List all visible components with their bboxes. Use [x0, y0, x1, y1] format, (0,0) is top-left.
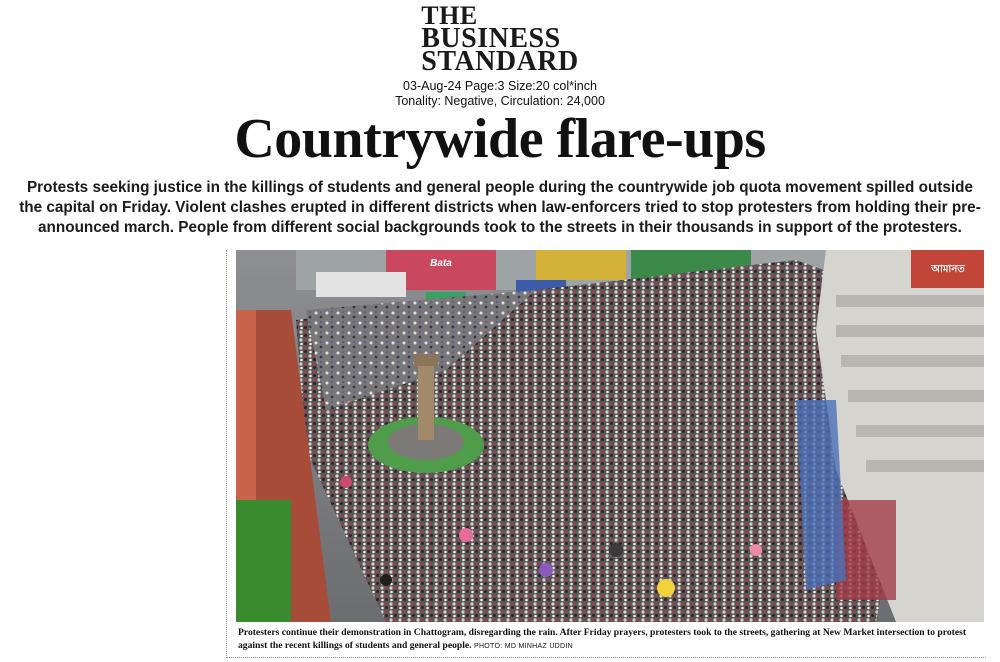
bata-sign: Bata	[430, 258, 452, 269]
clip-metadata	[0, 79, 1000, 109]
news-photo	[236, 250, 984, 622]
masthead	[0, 1, 1000, 77]
bottom-divider	[226, 657, 986, 658]
caption-text: Protesters continue their demonstration in Chattogram, disregarding the rain. After Friday prayers, protesters took to the streets, gathering at New Market intersection to protest against the recent killings of students and general people.	[238, 627, 967, 651]
logo-line-1: THE	[421, 1, 478, 30]
logo-line-2: BUSINESS	[421, 23, 561, 54]
photo-caption	[238, 627, 988, 653]
amanat-sign: আমানত	[931, 264, 965, 275]
headline: Countrywide flare-ups	[234, 108, 766, 170]
photo-credit: PHOTO: MD MINHAZ UDDIN	[473, 642, 573, 650]
crowd-photo-illustration	[236, 250, 984, 622]
newspaper-logo	[421, 1, 579, 77]
clip-meta-date-page: 03-Aug-24 Page:3 Size:20 col*inch	[403, 79, 597, 93]
clip-meta-tonality: Tonality: Negative, Circulation: 24,000	[395, 94, 605, 108]
logo-line-3: STANDARD	[421, 46, 579, 77]
deck-text: Protests seeking justice in the killings of students and general people during the countrywide job quota movement spilled outside the capital on Friday. Violent clashes erupted in different districts when law-enforcers tried to stop protesters from holding their pre-announced march. People from different social backgrounds took to the streets in their thousands in support of the protesters.	[19, 179, 981, 236]
column-divider	[226, 250, 227, 658]
